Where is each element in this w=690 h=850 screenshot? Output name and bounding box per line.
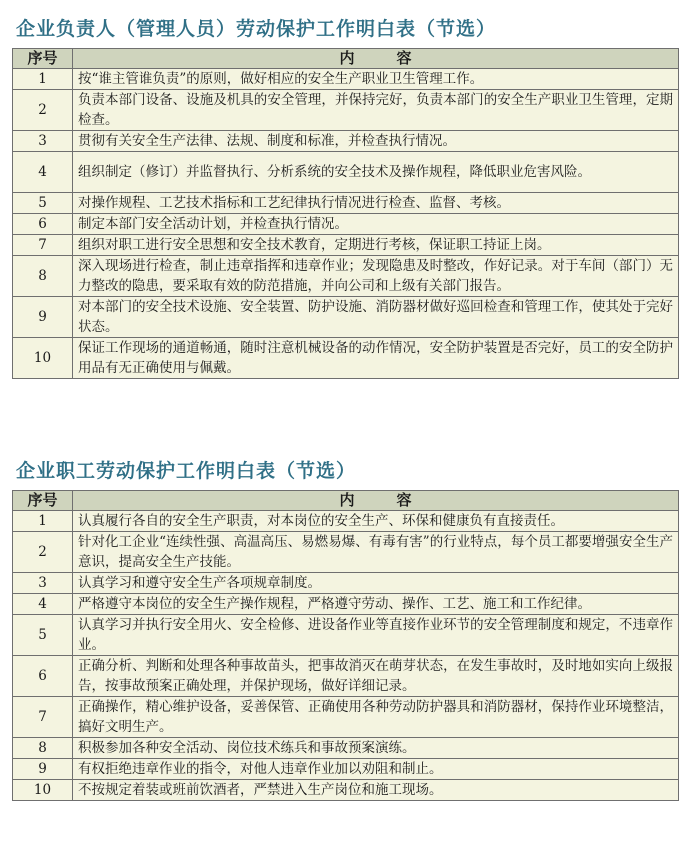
worker-table-title: 企业职工劳动保护工作明白表（节选）: [16, 460, 357, 482]
row-content: 组织对职工进行安全思想和安全技术教育，定期进行考核，保证职工持证上岗。: [73, 235, 679, 256]
row-number: 2: [13, 532, 73, 573]
row-number: 9: [13, 759, 73, 780]
index-header: 序号: [13, 491, 73, 511]
row-content: 认真学习并执行安全用火、安全检修、进设备作业等直接作业环节的安全管理制度和规定，不违章作业。: [73, 615, 679, 656]
table-row: [13, 69, 679, 90]
row-content: 组织制定（修订）并监督执行、分析系统的安全技术及操作规程，降低职业危害风险。: [73, 152, 679, 193]
row-number: 10: [13, 780, 73, 801]
row-number: 5: [13, 193, 73, 214]
table-row: [13, 90, 679, 131]
leader-table-title: 企业负责人（管理人员）劳动保护工作明白表（节选）: [16, 18, 497, 40]
row-content: 制定本部门安全活动计划，并检查执行情况。: [73, 214, 679, 235]
row-number: 5: [13, 615, 73, 656]
row-content: 深入现场进行检查，制止违章指挥和违章作业；发现隐患及时整改，作好记录。对于车间（部门）无力整改的隐患，要采取有效的防范措施，并向公司和上级有关部门报告。: [73, 256, 679, 297]
table-row: [13, 594, 679, 615]
row-content: 积极参加各种安全活动、岗位技术练兵和事故预案演练。: [73, 738, 679, 759]
row-content: 负责本部门设备、设施及机具的安全管理，并保持完好，负责本部门的安全生产职业卫生管理，定期检查。: [73, 90, 679, 131]
row-number: 8: [13, 738, 73, 759]
worker-table-body: [13, 511, 679, 801]
row-number: 10: [13, 338, 73, 379]
table-row: [13, 697, 679, 738]
row-content: 正确分析、判断和处理各种事故苗头，把事故消灭在萌芽状态，在发生事故时，及时地如实向上级报告，按事故预案正确处理，并保护现场，做好详细记录。: [73, 656, 679, 697]
table-row: [13, 532, 679, 573]
table-row: [13, 131, 679, 152]
table-row: [13, 338, 679, 379]
row-number: 4: [13, 152, 73, 193]
worker-section: [12, 458, 678, 801]
table-row: [13, 235, 679, 256]
table-row: [13, 511, 679, 532]
content-header: 内容: [73, 491, 679, 511]
table-row: [13, 214, 679, 235]
table-header-row: [13, 491, 679, 511]
row-content: 针对化工企业“连续性强、高温高压、易燃易爆、有毒有害”的行业特点，每个员工都要增强安全生产意识，提高安全生产技能。: [73, 532, 679, 573]
row-number: 1: [13, 511, 73, 532]
row-number: 6: [13, 656, 73, 697]
table-row: [13, 297, 679, 338]
row-content: 对操作规程、工艺技术指标和工艺纪律执行情况进行检查、监督、考核。: [73, 193, 679, 214]
row-number: 3: [13, 573, 73, 594]
row-content: 贯彻有关安全生产法律、法规、制度和标准，并检查执行情况。: [73, 131, 679, 152]
table-row: [13, 152, 679, 193]
row-content: 严格遵守本岗位的安全生产操作规程，严格遵守劳动、操作、工艺、施工和工作纪律。: [73, 594, 679, 615]
row-number: 3: [13, 131, 73, 152]
row-number: 7: [13, 697, 73, 738]
table-row: [13, 193, 679, 214]
row-content: 有权拒绝违章作业的指令，对他人违章作业加以劝阻和制止。: [73, 759, 679, 780]
row-content: 不按规定着装或班前饮酒者，严禁进入生产岗位和施工现场。: [73, 780, 679, 801]
row-number: 6: [13, 214, 73, 235]
worker-table: [12, 490, 679, 801]
row-content: 保证工作现场的通道畅通，随时注意机械设备的动作情况，安全防护装置是否完好，员工的安全防护用品有无正确使用与佩戴。: [73, 338, 679, 379]
row-content: 正确操作，精心维护设备，妥善保管、正确使用各种劳动防护器具和消防器材，保持作业环境整洁，搞好文明生产。: [73, 697, 679, 738]
table-row: [13, 759, 679, 780]
table-row: [13, 780, 679, 801]
row-number: 4: [13, 594, 73, 615]
leader-table: [12, 48, 679, 379]
leader-table-body: [13, 69, 679, 379]
row-number: 1: [13, 69, 73, 90]
row-content: 对本部门的安全技术设施、安全装置、防护设施、消防器材做好巡回检查和管理工作，使其处于完好状态。: [73, 297, 679, 338]
row-number: 9: [13, 297, 73, 338]
table-row: [13, 256, 679, 297]
row-content: 认真履行各自的安全生产职责，对本岗位的安全生产、环保和健康负有直接责任。: [73, 511, 679, 532]
row-content: 认真学习和遵守安全生产各项规章制度。: [73, 573, 679, 594]
table-header-row: [13, 49, 679, 69]
content-header: 内容: [73, 49, 679, 69]
table-row: [13, 738, 679, 759]
row-number: 8: [13, 256, 73, 297]
leader-section: [12, 16, 678, 379]
row-content: 按“谁主管谁负责”的原则，做好相应的安全生产职业卫生管理工作。: [73, 69, 679, 90]
row-number: 2: [13, 90, 73, 131]
table-row: [13, 573, 679, 594]
table-row: [13, 656, 679, 697]
row-number: 7: [13, 235, 73, 256]
table-row: [13, 615, 679, 656]
index-header: 序号: [13, 49, 73, 69]
